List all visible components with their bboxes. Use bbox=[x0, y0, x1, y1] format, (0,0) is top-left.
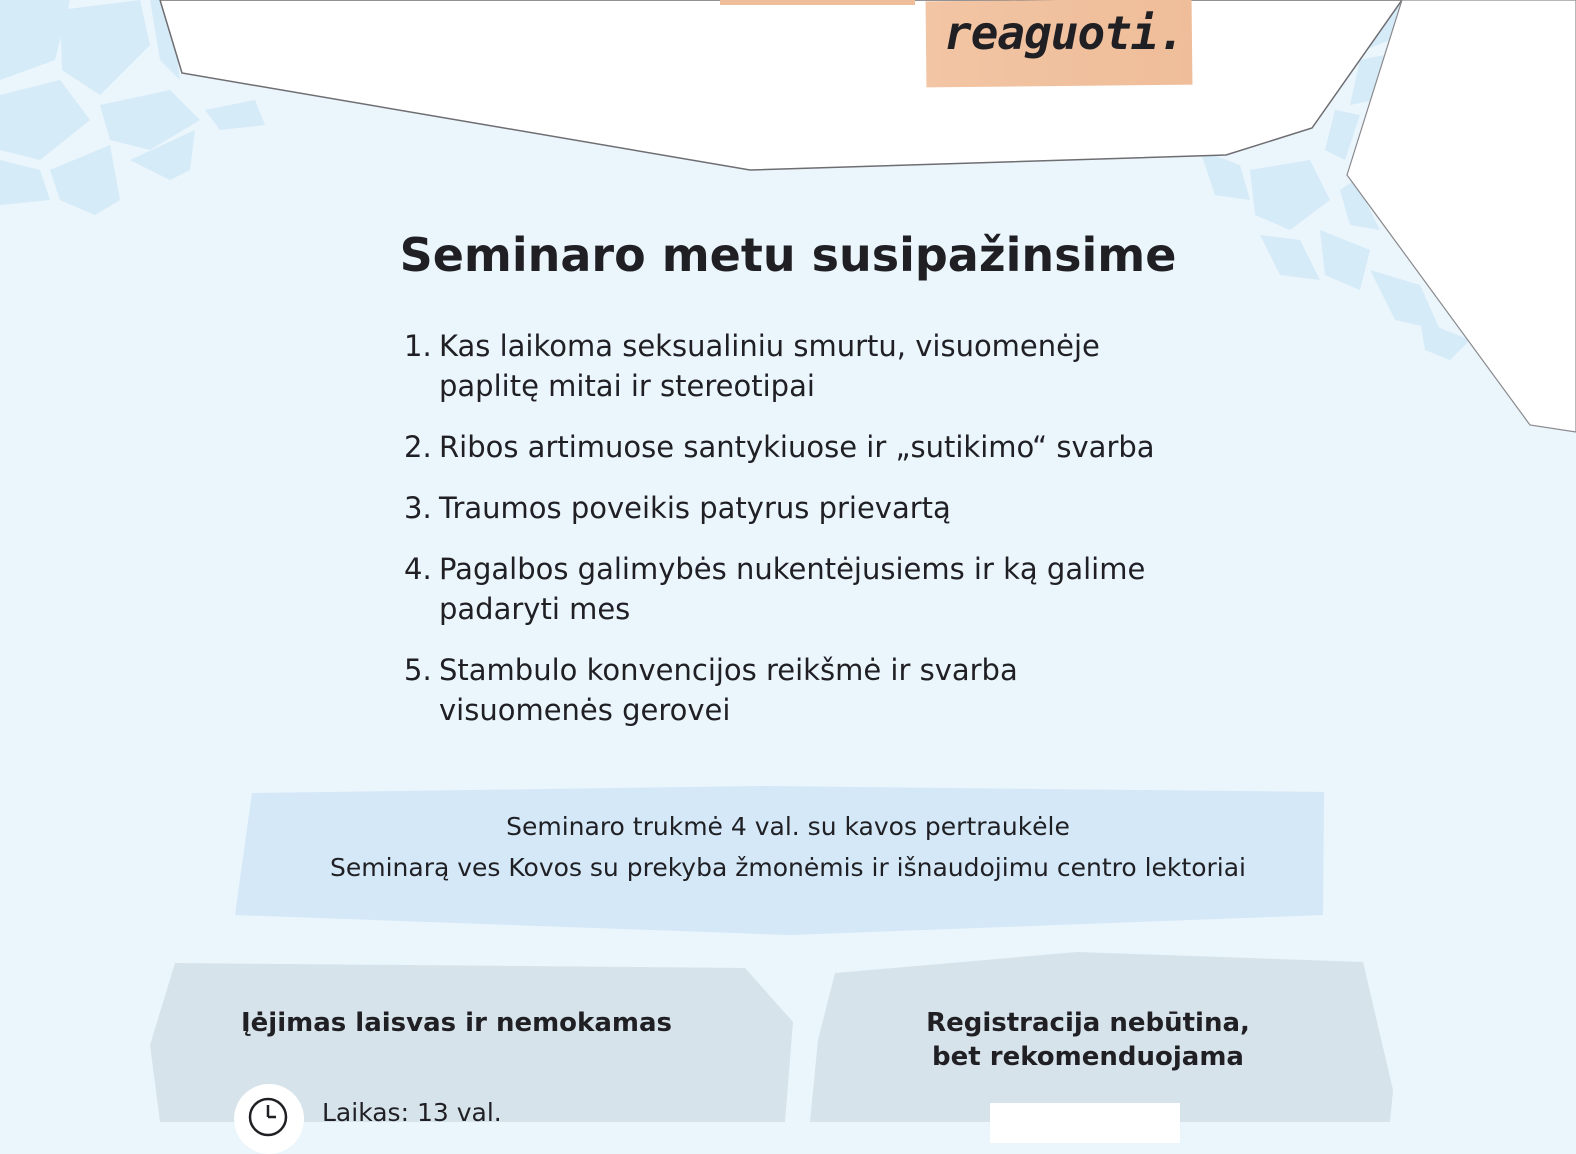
section-title: Seminaro metu susipažinsime bbox=[399, 228, 1177, 282]
list-item-text: Stambulo konvencijos reikšmė ir svarba bbox=[439, 653, 1018, 687]
list-item-text: visuomenės gerovei bbox=[439, 693, 731, 727]
list-item-number: 1. bbox=[404, 329, 432, 363]
list-item-number: 4. bbox=[404, 552, 432, 586]
list-item-text: Kas laikoma seksualiniu smurtu, visuomenėje bbox=[439, 329, 1100, 363]
clock-icon bbox=[245, 1094, 291, 1140]
topics-list bbox=[404, 326, 1204, 751]
list-item bbox=[404, 326, 1204, 406]
highlight-strip bbox=[720, 0, 915, 5]
list-item bbox=[404, 427, 1204, 467]
seminar-duration: Seminaro trukmė 4 val. su kavos pertraukėle bbox=[506, 812, 1070, 841]
list-item bbox=[404, 650, 1204, 730]
header-white-panel bbox=[160, 0, 1402, 170]
list-item-text: Traumos poveikis patyrus prievartą bbox=[439, 491, 951, 525]
seminar-lecturers: Seminarą ves Kovos su prekyba žmonėmis ir išnaudojimu centro lektoriai bbox=[330, 853, 1246, 882]
list-item-text: padaryti mes bbox=[439, 592, 631, 626]
right-white-panel bbox=[1347, 0, 1576, 432]
list-item-number: 5. bbox=[404, 653, 432, 687]
list-item-text: paplitę mitai ir stereotipai bbox=[439, 369, 815, 403]
list-item bbox=[404, 488, 1204, 528]
registration-title-line1: Registracija nebūtina, bbox=[926, 1008, 1250, 1038]
time-label: Laikas: 13 val. bbox=[322, 1098, 502, 1127]
registration-title-line2: bet rekomenduojama bbox=[932, 1042, 1244, 1072]
entry-card-title: Įėjimas laisvas ir nemokamas bbox=[241, 1008, 672, 1038]
list-item-text: Pagalbos galimybės nukentėjusiems ir ką galime bbox=[439, 552, 1146, 586]
list-item-number: 3. bbox=[404, 491, 432, 525]
registration-button[interactable] bbox=[990, 1103, 1180, 1143]
tagline-text: reaguoti. bbox=[944, 6, 1185, 60]
list-item bbox=[404, 549, 1204, 629]
list-item-number: 2. bbox=[404, 430, 432, 464]
list-item-text: Ribos artimuose santykiuose ir „sutikimo“ svarba bbox=[439, 430, 1155, 464]
